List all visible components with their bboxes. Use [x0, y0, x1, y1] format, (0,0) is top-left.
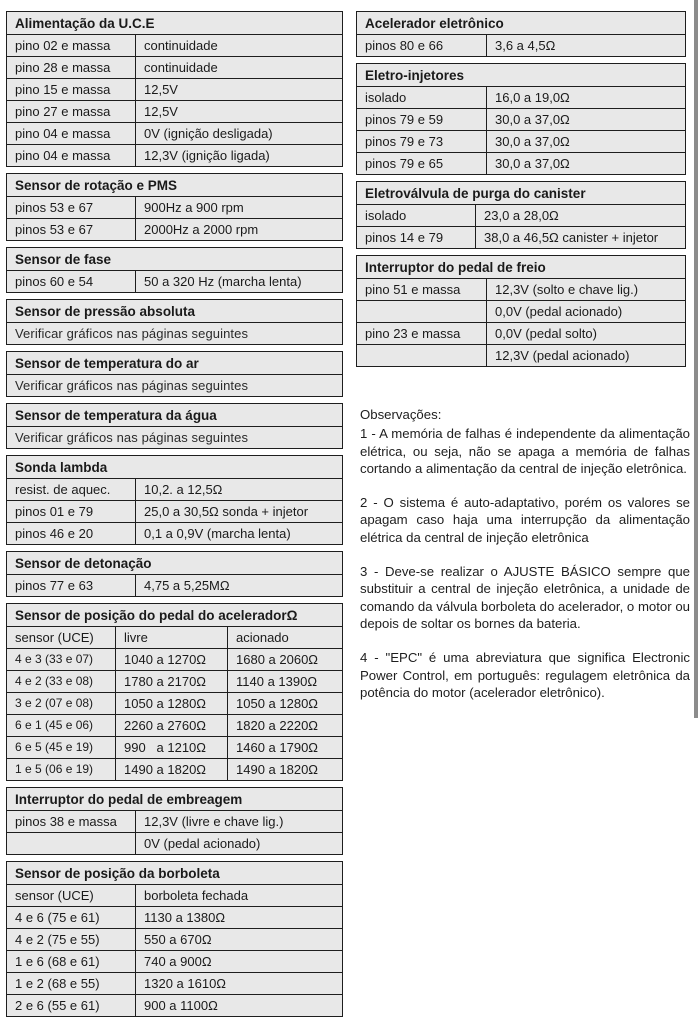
table-title: Sensor de pressão absoluta: [7, 300, 343, 323]
table-row: pinos 01 e 79 25,0 a 30,5Ω sonda + injetor: [7, 501, 343, 523]
table-row: pinos 79 e 59 30,0 a 37,0Ω: [357, 109, 686, 131]
table-row: pinos 14 e 79 38,0 a 46,5Ω canister + injetor: [357, 227, 686, 249]
table-sensor-temp-ar: [6, 351, 343, 397]
table-title: Sensor de temperatura do ar: [7, 352, 343, 375]
table-sensor-pedal-acelerador: [6, 603, 343, 781]
table-row: pinos 38 e massa 12,3V (livre e chave lig.): [7, 811, 343, 833]
table-row: 0V (pedal acionado): [7, 833, 343, 855]
table-title: Acelerador eletrônico: [357, 12, 686, 35]
page-edge-bar: [694, 0, 698, 718]
table-row: pinos 46 e 20 0,1 a 0,9V (marcha lenta): [7, 523, 343, 545]
table-eletro-injetores: [356, 63, 686, 175]
table-row: [7, 323, 343, 345]
table-alimentacao-uce: [6, 11, 343, 167]
table-row: pinos 79 e 73 30,0 a 37,0Ω: [357, 131, 686, 153]
table-sensor-fase: [6, 247, 343, 293]
table-row: pino 15 e massa 12,5V: [7, 79, 343, 101]
table-title: Sensor de posição do pedal do aceleradorΩ: [7, 604, 343, 627]
table-row: isolado 23,0 a 28,0Ω: [357, 205, 686, 227]
table-row: pinos 79 e 65 30,0 a 37,0Ω: [357, 153, 686, 175]
table-title: Sensor de posição da borboleta: [7, 862, 343, 885]
note-text: Verificar gráficos nas páginas seguintes: [7, 375, 343, 397]
table-title: Sensor de rotação e PMS: [7, 174, 343, 197]
table-row: 1 e 6 (68 e 61) 740 a 900Ω: [7, 951, 343, 973]
table-row: pino 04 e massa 12,3V (ignição ligada): [7, 145, 343, 167]
table-header-row: sensor (UCE) livre acionado: [7, 627, 343, 649]
table-row: pino 02 e massa continuidade: [7, 35, 343, 57]
note-item-2: 2 - O sistema é auto-adaptativo, porém os valores se apagam caso haja uma interrupção da alimentação elétrica da central de injeção eletrônica: [360, 495, 690, 545]
table-row: pinos 53 e 67 900Hz a 900 rpm: [7, 197, 343, 219]
table-row: [7, 375, 343, 397]
table-title: Interruptor do pedal de freio: [357, 256, 686, 279]
table-row: [7, 427, 343, 449]
note-text: Verificar gráficos nas páginas seguintes: [7, 323, 343, 345]
table-sensor-rotacao: [6, 173, 343, 241]
table-row: 4 e 2 (75 e 55) 550 a 670Ω: [7, 929, 343, 951]
table-row: 12,3V (pedal acionado): [357, 345, 686, 367]
table-row: 1 e 2 (68 e 55) 1320 a 1610Ω: [7, 973, 343, 995]
notes-heading: Observações:: [360, 407, 442, 422]
table-title: Sensor de fase: [7, 248, 343, 271]
table-row: pinos 60 e 54 50 a 320 Hz (marcha lenta): [7, 271, 343, 293]
note-item-4: 4 - "EPC" é uma abreviatura que significa Electronic Power Control, em português: regulagem eletrônica da potência do motor (acelerador eletrônico).: [360, 650, 690, 700]
table-sonda-lambda: [6, 455, 343, 545]
table-interruptor-embreagem: [6, 787, 343, 855]
note-item-1: 1 - A memória de falhas é independente da alimentação elétrica, ou seja, não se apaga a memória de falhas cortando a alimentação da central de injeção eletrônica.: [360, 426, 690, 476]
note-item-3: 3 - Deve-se realizar o AJUSTE BÁSICO sempre que substituir a central de injeção eletrônica, a unidade de comando da válvula borboleta do acelerador, o motor ou depois de soltar os bornes da bateria.: [360, 564, 690, 631]
table-valvula-canister: [356, 181, 686, 249]
table-row: pino 27 e massa 12,5V: [7, 101, 343, 123]
table-row: 2 e 6 (55 e 61) 900 a 1100Ω: [7, 995, 343, 1017]
table-row: 1 e 5 (06 e 19) 1490 a 1820Ω 1490 a 1820Ω: [7, 759, 343, 781]
table-row: 0,0V (pedal acionado): [357, 301, 686, 323]
table-row: 4 e 6 (75 e 61) 1130 a 1380Ω: [7, 907, 343, 929]
table-row: pinos 80 e 66 3,6 a 4,5Ω: [357, 35, 686, 57]
observacoes-section: [356, 406, 690, 718]
table-row: pinos 77 e 63 4,75 a 5,25MΩ: [7, 575, 343, 597]
table-sensor-detonacao: [6, 551, 343, 597]
table-title: Sonda lambda: [7, 456, 343, 479]
table-row: pino 28 e massa continuidade: [7, 57, 343, 79]
table-row: pino 23 e massa 0,0V (pedal solto): [357, 323, 686, 345]
table-sensor-borboleta: [6, 861, 343, 1017]
table-row: 3 e 2 (07 e 08) 1050 a 1280Ω 1050 a 1280Ω: [7, 693, 343, 715]
table-sensor-pressao: [6, 299, 343, 345]
table-acelerador-eletronico: [356, 11, 686, 57]
table-title: Alimentação da U.C.E: [7, 12, 343, 35]
left-column: [6, 11, 343, 1023]
table-row: 4 e 2 (33 e 08) 1780 a 2170Ω 1140 a 1390Ω: [7, 671, 343, 693]
table-title: Eletroválvula de purga do canister: [357, 182, 686, 205]
table-interruptor-freio: [356, 255, 686, 367]
table-title: Sensor de detonação: [7, 552, 343, 575]
table-title: Interruptor do pedal de embreagem: [7, 788, 343, 811]
table-row: 6 e 1 (45 e 06) 2260 a 2760Ω 1820 a 2220Ω: [7, 715, 343, 737]
note-text: Verificar gráficos nas páginas seguintes: [7, 427, 343, 449]
table-row: pino 51 e massa 12,3V (solto e chave lig.): [357, 279, 686, 301]
table-title: Sensor de temperatura da água: [7, 404, 343, 427]
table-row: 4 e 3 (33 e 07) 1040 a 1270Ω 1680 a 2060Ω: [7, 649, 343, 671]
table-row: pinos 53 e 67 2000Hz a 2000 rpm: [7, 219, 343, 241]
table-row: pino 04 e massa 0V (ignição desligada): [7, 123, 343, 145]
table-row: resist. de aquec. 10,2. a 12,5Ω: [7, 479, 343, 501]
table-title: Eletro-injetores: [357, 64, 686, 87]
right-column: [356, 11, 686, 373]
table-sensor-temp-agua: [6, 403, 343, 449]
table-row: 6 e 5 (45 e 19) 990 a 1210Ω 1460 a 1790Ω: [7, 737, 343, 759]
table-row: isolado 16,0 a 19,0Ω: [357, 87, 686, 109]
table-header-row: sensor (UCE) borboleta fechada: [7, 885, 343, 907]
